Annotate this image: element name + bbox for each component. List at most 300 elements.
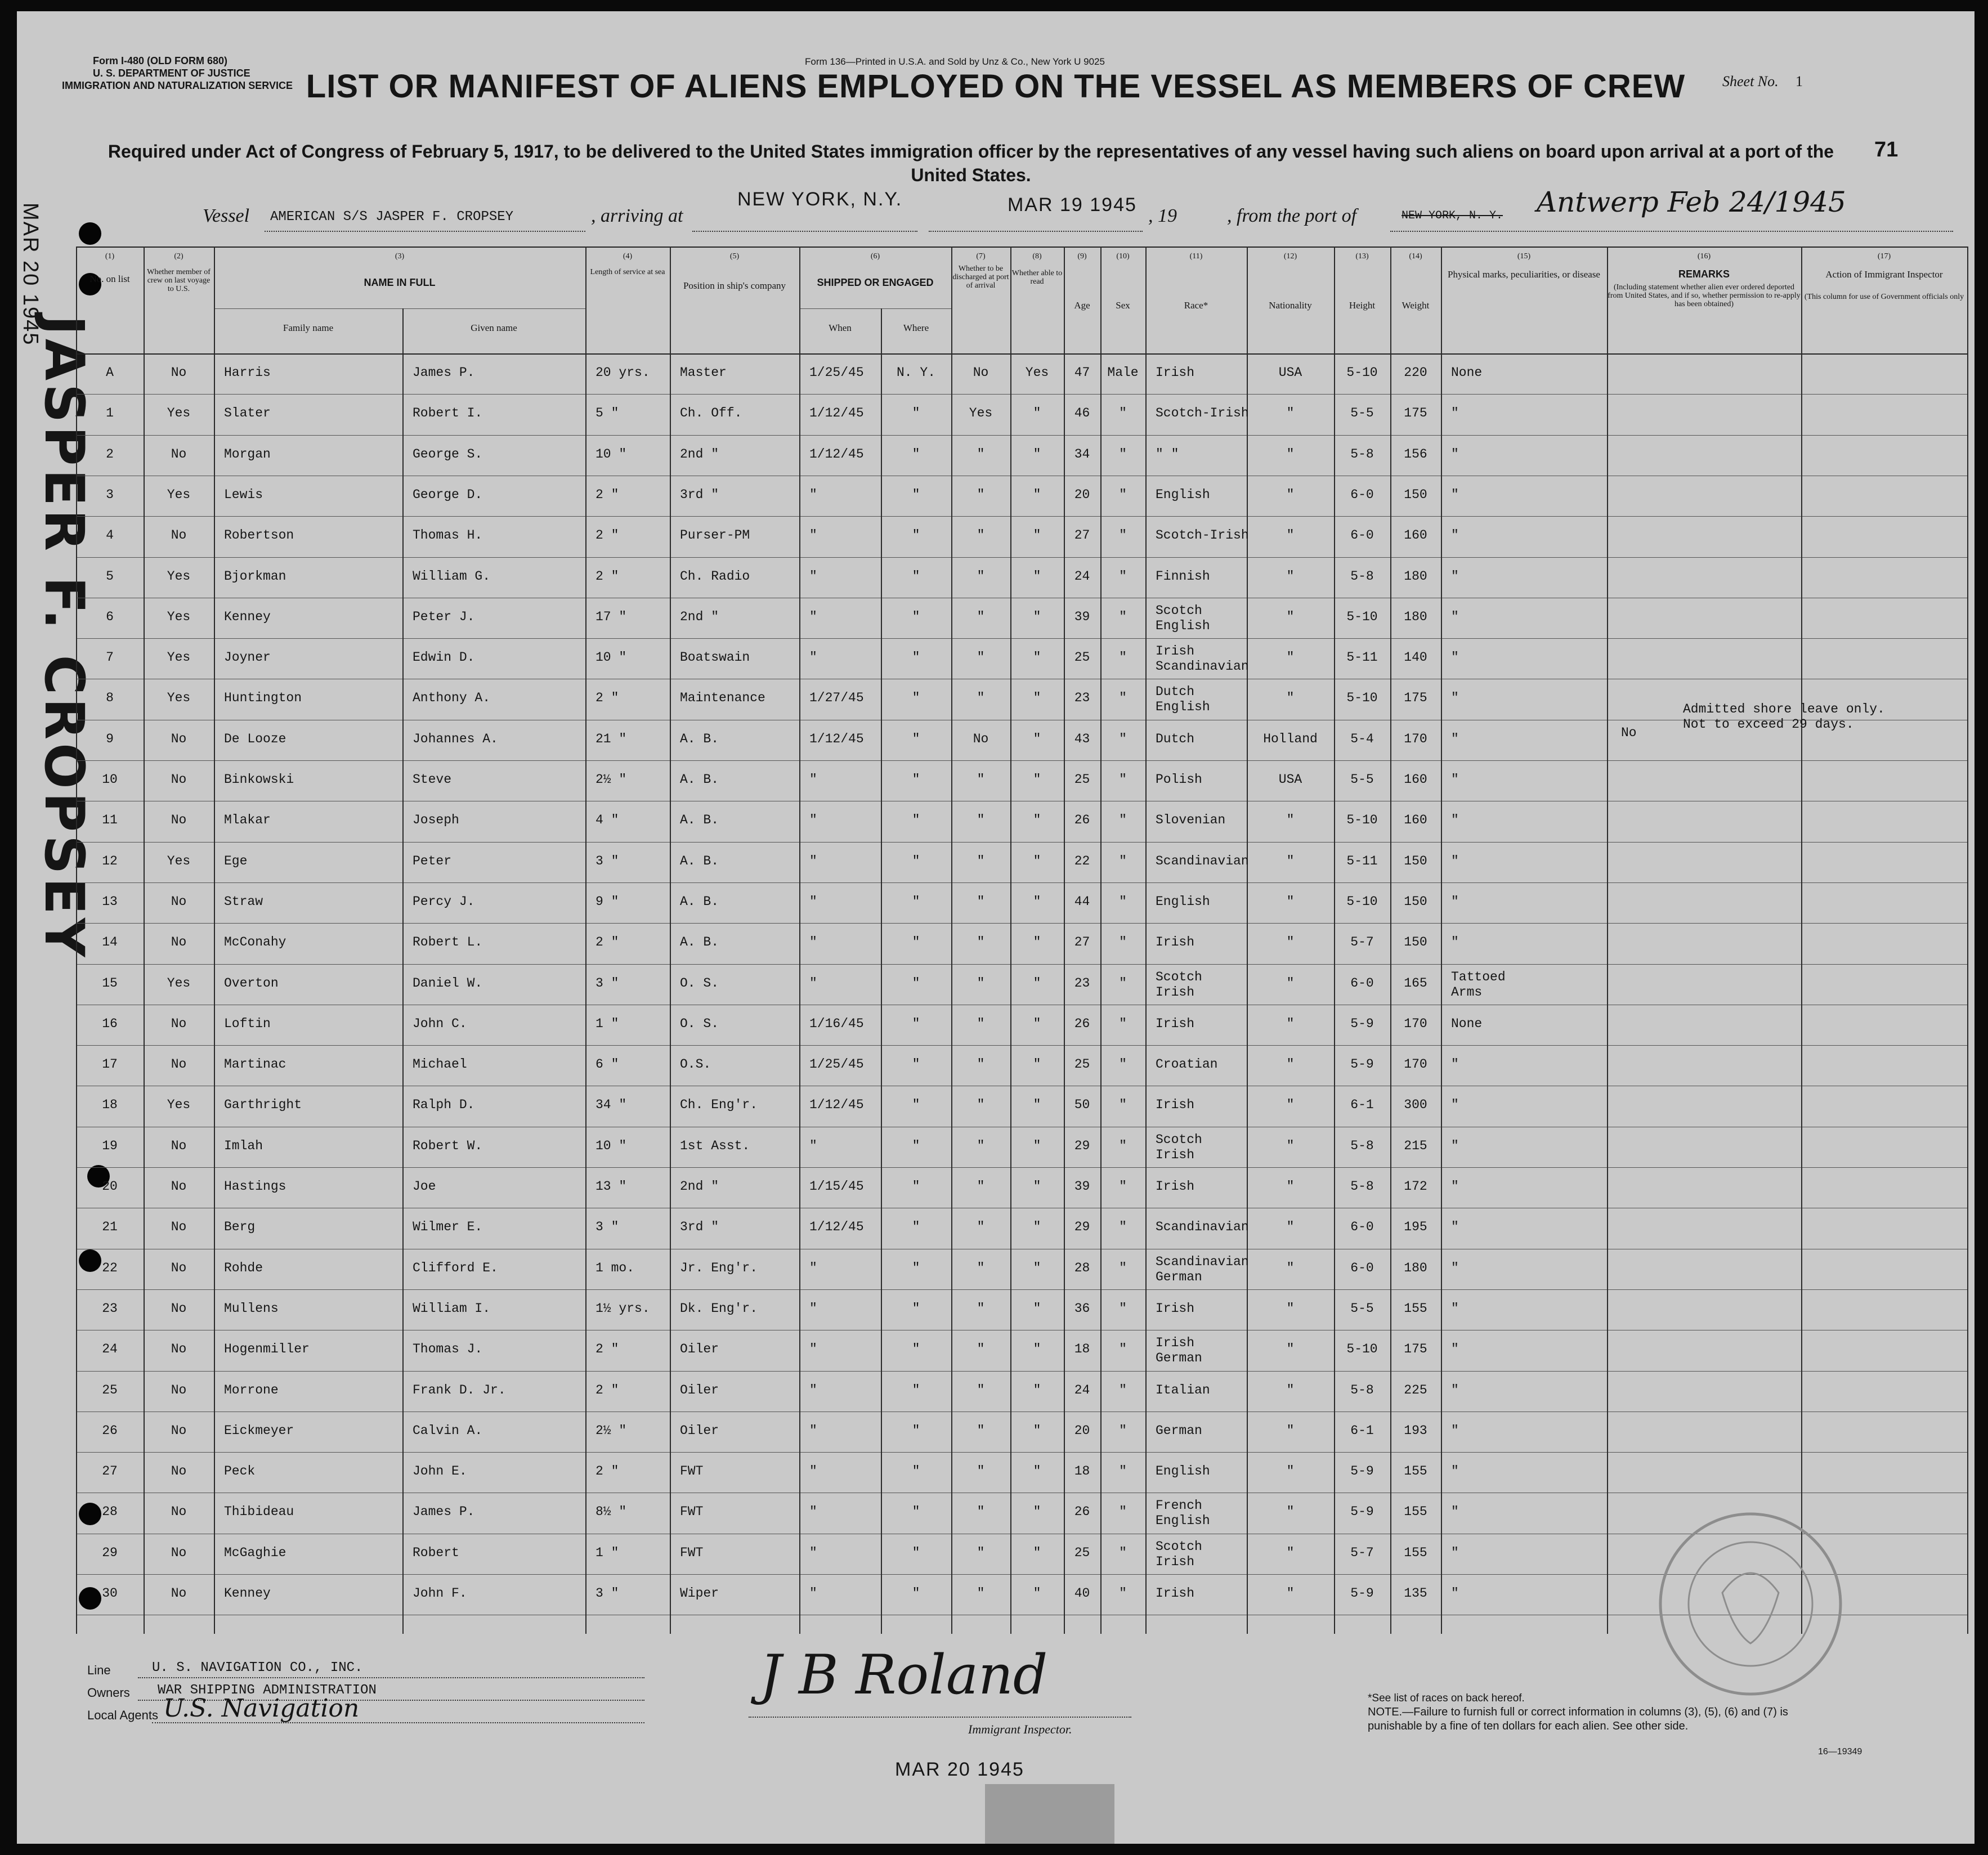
cell-age: 24	[1074, 1382, 1090, 1397]
cell-service: 21 "	[595, 731, 627, 746]
cell-family: Berg	[224, 1220, 256, 1235]
cell-physical: "	[1451, 1097, 1459, 1113]
cell-member: No	[171, 731, 187, 746]
cell-discharged: "	[977, 935, 985, 950]
cell-sex: "	[1119, 1260, 1127, 1275]
row-divider	[76, 1045, 1967, 1046]
cell-discharged: "	[977, 1220, 985, 1235]
cell-nationality: "	[1286, 1057, 1295, 1072]
cell-where: "	[912, 1382, 920, 1397]
cell-race: Irish	[1156, 1301, 1195, 1316]
cell-race: Finnish	[1156, 568, 1210, 584]
header-race: Race*	[1184, 300, 1208, 311]
cell-member: No	[171, 935, 187, 950]
cell-where: "	[912, 1342, 920, 1357]
cell-height: 5-8	[1350, 568, 1374, 584]
cell-given: Joe	[413, 1179, 436, 1194]
cell-weight: 195	[1404, 1220, 1427, 1235]
cell-read: "	[1033, 1179, 1041, 1194]
cell-race: Irish Scandinavian	[1156, 644, 1249, 674]
cell-read: "	[1033, 772, 1041, 787]
cell-height: 5-10	[1346, 894, 1378, 909]
cell-physical: "	[1451, 650, 1459, 665]
cell-given: Peter	[413, 853, 452, 868]
cell-age: 18	[1074, 1342, 1090, 1357]
cell-no: 8	[106, 691, 114, 706]
cell-read: "	[1033, 609, 1041, 624]
cell-service: 5 "	[595, 406, 619, 421]
cell-age: 36	[1074, 1301, 1090, 1316]
cell-race: Scotch Irish	[1156, 969, 1202, 1000]
cell-given: Steve	[413, 772, 452, 787]
cell-family: Overton	[224, 975, 279, 991]
cell-height: 5-8	[1350, 1179, 1374, 1194]
cell-service: 1 "	[595, 1016, 619, 1031]
column-divider	[214, 247, 215, 1634]
cell-weight: 175	[1404, 406, 1427, 421]
column-divider	[1967, 247, 1968, 1634]
cell-read: "	[1033, 894, 1041, 909]
cell-sex: "	[1119, 975, 1127, 991]
cell-given: Thomas H.	[413, 528, 483, 543]
cell-service: 3 "	[595, 1220, 619, 1235]
cell-read: "	[1033, 691, 1041, 706]
cell-height: 6-0	[1350, 975, 1374, 991]
cell-age: 43	[1074, 731, 1090, 746]
cell-service: 4 "	[595, 813, 619, 828]
column-number: (15)	[1517, 252, 1531, 261]
cell-read: "	[1033, 487, 1041, 502]
cell-height: 5-9	[1350, 1464, 1374, 1479]
cell-height: 5-9	[1350, 1057, 1374, 1072]
cell-where: "	[912, 528, 920, 543]
cell-no: 18	[102, 1097, 118, 1113]
cell-position: FWT	[680, 1464, 704, 1479]
cell-age: 22	[1074, 853, 1090, 868]
owners-label: Owners	[87, 1686, 130, 1700]
cell-when: 1/27/45	[809, 691, 864, 706]
cell-height: 5-5	[1350, 1301, 1374, 1316]
cell-race: Scotch Irish	[1156, 1132, 1202, 1162]
cell-sex: "	[1119, 568, 1127, 584]
cell-member: No	[171, 1545, 187, 1560]
cell-family: McConahy	[224, 935, 286, 950]
cell-when: "	[809, 1423, 817, 1438]
cell-age: 25	[1074, 1545, 1090, 1560]
cell-given: John C.	[413, 1016, 467, 1031]
cell-physical: "	[1451, 1138, 1459, 1153]
cell-discharged: Yes	[969, 406, 993, 421]
header-discharged: Whether to be discharged at port of arrival	[952, 265, 1009, 290]
cell-when: "	[809, 1138, 817, 1153]
cell-age: 46	[1074, 406, 1090, 421]
cell-read: "	[1033, 813, 1041, 828]
cell-weight: 180	[1404, 568, 1427, 584]
header-action-sub: (This column for use of Government officials only	[1804, 293, 1964, 301]
cell-height: 5-10	[1346, 1342, 1378, 1357]
cell-discharged: "	[977, 1179, 985, 1194]
cell-when: 1/12/45	[809, 446, 864, 461]
cell-race: Irish German	[1156, 1336, 1202, 1366]
cell-height: 5-5	[1350, 772, 1374, 787]
cell-member: No	[171, 446, 187, 461]
cell-family: Mullens	[224, 1301, 279, 1316]
from-port-label: , from the port of	[1227, 205, 1357, 226]
column-number: (16)	[1697, 252, 1711, 261]
cell-position: Ch. Eng'r.	[680, 1097, 758, 1113]
sheet-number: 1	[1796, 73, 1803, 89]
cell-position: FWT	[680, 1545, 704, 1560]
cell-position: Oiler	[680, 1342, 719, 1357]
cell-given: Thomas J.	[413, 1342, 483, 1357]
header-action: Action of Immigrant Inspector	[1825, 269, 1943, 280]
header-where: Where	[903, 322, 929, 333]
cell-height: 5-8	[1350, 1382, 1374, 1397]
row-divider	[76, 394, 1967, 395]
cell-no: 25	[102, 1382, 118, 1397]
header-no-on-list: No. on list	[89, 274, 130, 284]
cell-physical: "	[1451, 568, 1459, 584]
cell-member: No	[171, 1586, 187, 1601]
cell-where: "	[912, 1260, 920, 1275]
cell-read: "	[1033, 1301, 1041, 1316]
cell-where: "	[912, 487, 920, 502]
cell-no: 12	[102, 853, 118, 868]
cell-read: "	[1033, 528, 1041, 543]
cell-read: "	[1033, 1586, 1041, 1601]
cell-where: "	[912, 650, 920, 665]
row-divider	[76, 1167, 1967, 1168]
cell-when: "	[809, 528, 817, 543]
vessel-name: AMERICAN S/S JASPER F. CROPSEY	[270, 209, 514, 225]
cell-race: Irish	[1156, 1586, 1195, 1601]
cell-race: Scotch English	[1156, 603, 1210, 633]
cell-no: 11	[102, 813, 118, 828]
cell-age: 39	[1074, 1179, 1090, 1194]
cell-age: 26	[1074, 813, 1090, 828]
cell-weight: 220	[1404, 365, 1427, 380]
row-divider	[76, 760, 1967, 761]
cell-age: 20	[1074, 487, 1090, 502]
cell-discharged: "	[977, 772, 985, 787]
cell-where: "	[912, 1016, 920, 1031]
manifest-document	[17, 11, 1974, 1844]
cell-member: No	[171, 1220, 187, 1235]
column-number: (1)	[105, 252, 115, 261]
row-divider	[76, 1371, 1967, 1372]
column-number: (4)	[623, 252, 633, 261]
cell-position: Oiler	[680, 1423, 719, 1438]
cell-sex: "	[1119, 487, 1127, 502]
cell-where: N. Y.	[896, 365, 935, 380]
cell-race: Irish	[1156, 1097, 1195, 1113]
cell-family: Morgan	[224, 446, 271, 461]
header-position: Position in ship's company	[683, 280, 786, 291]
cell-no: 17	[102, 1057, 118, 1072]
cell-service: 13 "	[595, 1179, 627, 1194]
cell-no: 13	[102, 894, 118, 909]
cell-service: 8½ "	[595, 1504, 627, 1520]
cell-physical: "	[1451, 1586, 1459, 1601]
service-name: IMMIGRATION AND NATURALIZATION SERVICE	[62, 80, 293, 91]
cell-sex: "	[1119, 446, 1127, 461]
cell-position: Purser-PM	[680, 528, 750, 543]
cell-family: Kenney	[224, 1586, 271, 1601]
cell-weight: 155	[1404, 1545, 1427, 1560]
cell-weight: 155	[1404, 1504, 1427, 1520]
cell-given: Robert L.	[413, 935, 483, 950]
cell-service: 2 "	[595, 487, 619, 502]
cell-nationality: "	[1286, 609, 1295, 624]
header-weight: Weight	[1402, 300, 1430, 311]
cell-physical: "	[1451, 935, 1459, 950]
cell-given: William I.	[413, 1301, 491, 1316]
cell-discharged: "	[977, 1423, 985, 1438]
cell-position: 2nd "	[680, 1179, 719, 1194]
cell-height: 6-0	[1350, 1220, 1374, 1235]
cell-family: Harris	[224, 365, 271, 380]
owners-value: WAR SHIPPING ADMINISTRATION	[158, 1683, 377, 1698]
cell-family: De Looze	[224, 731, 286, 746]
column-number: (14)	[1409, 252, 1422, 261]
cell-sex: "	[1119, 1423, 1127, 1438]
cell-read: "	[1033, 1504, 1041, 1520]
line-label: Line	[87, 1663, 111, 1677]
races-note: *See list of races on back hereof.	[1368, 1692, 1525, 1704]
cell-read: "	[1033, 935, 1041, 950]
cell-race: English	[1156, 1464, 1210, 1479]
cell-no: 5	[106, 568, 114, 584]
cell-position: Jr. Eng'r.	[680, 1260, 758, 1275]
agents-value: U.S. Navigation	[163, 1694, 360, 1723]
row-divider	[76, 247, 1967, 248]
cell-physical: "	[1451, 1464, 1459, 1479]
cell-nationality: "	[1286, 446, 1295, 461]
cell-discharged: "	[977, 568, 985, 584]
form-code: 16—19349	[1818, 1747, 1862, 1757]
cell-discharged: "	[977, 691, 985, 706]
row9-remark-line1: Admitted shore leave only.	[1683, 702, 1885, 716]
column-divider	[585, 247, 586, 1634]
header-age: Age	[1074, 300, 1090, 311]
cell-no: 20	[102, 1179, 118, 1194]
cell-sex: "	[1119, 853, 1127, 868]
cell-position: Master	[680, 365, 727, 380]
cell-service: 6 "	[595, 1057, 619, 1072]
cell-physical: "	[1451, 528, 1459, 543]
cell-when: 1/12/45	[809, 406, 864, 421]
cell-nationality: "	[1286, 1138, 1295, 1153]
cell-position: A. B.	[680, 772, 719, 787]
cell-given: John E.	[413, 1464, 467, 1479]
cell-service: 2 "	[595, 691, 619, 706]
cell-read: "	[1033, 1057, 1041, 1072]
cell-member: No	[171, 1464, 187, 1479]
cell-sex: "	[1119, 528, 1127, 543]
cell-nationality: "	[1286, 813, 1295, 828]
cell-height: 5-9	[1350, 1504, 1374, 1520]
cell-race: Irish	[1156, 365, 1195, 380]
cell-race: Italian	[1156, 1382, 1210, 1397]
cell-no: 26	[102, 1423, 118, 1438]
row-divider	[76, 638, 1967, 639]
cell-nationality: "	[1286, 894, 1295, 909]
cell-given: James P.	[413, 1504, 475, 1520]
cell-sex: "	[1119, 1342, 1127, 1357]
column-divider	[670, 247, 671, 1634]
cell-discharged: "	[977, 1138, 985, 1153]
cell-nationality: "	[1286, 528, 1295, 543]
header-whether-member: Whether member of crew on last voyage to U.S.	[147, 268, 211, 293]
cell-weight: 150	[1404, 487, 1427, 502]
column-divider	[1441, 247, 1442, 1634]
cell-where: "	[912, 1220, 920, 1235]
cell-nationality: "	[1286, 487, 1295, 502]
port-struck: NEW YORK, N. Y.	[1402, 209, 1503, 222]
cell-no: 1	[106, 406, 114, 421]
cell-height: 5-9	[1350, 1586, 1374, 1601]
cell-when: "	[809, 568, 817, 584]
side-date-stamp: MAR 20 1945	[19, 203, 42, 346]
cell-nationality: "	[1286, 406, 1295, 421]
cell-member: Yes	[167, 487, 191, 502]
cell-member: Yes	[167, 650, 191, 665]
seal-stamp	[1649, 1503, 1852, 1705]
cell-physical: "	[1451, 406, 1459, 421]
cell-age: 50	[1074, 1097, 1090, 1113]
cell-sex: "	[1119, 1504, 1127, 1520]
cell-weight: 156	[1404, 446, 1427, 461]
cell-given: Robert W.	[413, 1138, 483, 1153]
cell-service: 2 "	[595, 1382, 619, 1397]
column-number: (2)	[174, 252, 183, 261]
cell-given: Wilmer E.	[413, 1220, 483, 1235]
cell-family: Binkowski	[224, 772, 294, 787]
cell-family: Huntington	[224, 691, 302, 706]
header-family-name: Family name	[283, 322, 334, 333]
cell-member: No	[171, 365, 187, 380]
row-divider	[76, 516, 1967, 517]
cell-service: 34 "	[595, 1097, 627, 1113]
cell-member: No	[171, 1504, 187, 1520]
cell-when: "	[809, 609, 817, 624]
cell-physical: "	[1451, 772, 1459, 787]
cell-nationality: "	[1286, 1423, 1295, 1438]
header-name-in-full: NAME IN FULL	[364, 277, 436, 288]
cell-sex: "	[1119, 1057, 1127, 1072]
cell-race: Croatian	[1156, 1057, 1218, 1072]
cell-where: "	[912, 1057, 920, 1072]
cell-where: "	[912, 1586, 920, 1601]
cell-no: 15	[102, 975, 118, 991]
cell-when: "	[809, 1545, 817, 1560]
cell-race: Scotch Irish	[1156, 1539, 1202, 1569]
cell-weight: 180	[1404, 609, 1427, 624]
cell-position: O. S.	[680, 1016, 719, 1031]
cell-age: 26	[1074, 1016, 1090, 1031]
cell-height: 6-1	[1350, 1097, 1374, 1113]
cell-service: 1 "	[595, 1545, 619, 1560]
cell-service: 1½ yrs.	[595, 1301, 650, 1316]
cell-read: "	[1033, 568, 1041, 584]
cell-family: Martinac	[224, 1057, 286, 1072]
subheader-divider	[214, 308, 585, 309]
cell-family: Peck	[224, 1464, 256, 1479]
cell-read: "	[1033, 650, 1041, 665]
cell-height: 5-10	[1346, 609, 1378, 624]
document-title: LIST OR MANIFEST OF ALIENS EMPLOYED ON THE VESSEL AS MEMBERS OF CREW	[306, 68, 1686, 105]
cell-discharged: "	[977, 1097, 985, 1113]
cell-age: 25	[1074, 650, 1090, 665]
cell-discharged: "	[977, 1545, 985, 1560]
cell-where: "	[912, 935, 920, 950]
cell-service: 2 "	[595, 1464, 619, 1479]
cell-position: 1st Asst.	[680, 1138, 750, 1153]
crew-table	[76, 247, 1967, 1634]
cell-where: "	[912, 568, 920, 584]
cell-family: Loftin	[224, 1016, 271, 1031]
cell-position: O.S.	[680, 1057, 711, 1072]
cell-age: 23	[1074, 975, 1090, 991]
cell-discharged: No	[973, 365, 989, 380]
row-divider	[76, 842, 1967, 843]
cell-where: "	[912, 853, 920, 868]
cell-sex: "	[1119, 406, 1127, 421]
cell-sex: "	[1119, 1586, 1127, 1601]
cell-where: "	[912, 813, 920, 828]
cell-race: German	[1156, 1423, 1202, 1438]
cell-where: "	[912, 609, 920, 624]
header-physical: Physical marks, peculiarities, or disease	[1448, 269, 1600, 280]
cell-read: "	[1033, 1545, 1041, 1560]
cell-no: A	[106, 365, 114, 380]
cell-when: "	[809, 772, 817, 787]
cell-no: 2	[106, 446, 114, 461]
cell-where: "	[912, 1138, 920, 1153]
cell-age: 39	[1074, 609, 1090, 624]
cell-sex: "	[1119, 813, 1127, 828]
port-handwritten: Antwerp Feb 24/1945	[1537, 186, 1846, 218]
cell-given: Peter J.	[413, 609, 475, 624]
cell-where: "	[912, 1545, 920, 1560]
cell-member: Yes	[167, 975, 191, 991]
page-number: 71	[1874, 138, 1899, 162]
cell-given: Joseph	[413, 813, 459, 828]
cell-given: Johannes A.	[413, 731, 498, 746]
department: U. S. DEPARTMENT OF JUSTICE	[93, 68, 250, 79]
cell-physical: "	[1451, 1342, 1459, 1357]
cell-service: 10 "	[595, 446, 627, 461]
cell-given: George S.	[413, 446, 483, 461]
cell-position: 2nd "	[680, 609, 719, 624]
cell-nationality: USA	[1278, 772, 1302, 787]
cell-position: O. S.	[680, 975, 719, 991]
cell-family: Garthright	[224, 1097, 302, 1113]
cell-discharged: "	[977, 609, 985, 624]
column-number: (3)	[395, 252, 405, 261]
year-label: , 19	[1148, 205, 1177, 226]
form-number: Form I-480 (OLD FORM 680)	[93, 55, 228, 66]
cell-weight: 225	[1404, 1382, 1427, 1397]
cell-when: "	[809, 1586, 817, 1601]
header-given-name: Given name	[471, 322, 517, 333]
cell-sex: "	[1119, 1179, 1127, 1194]
cell-height: 5-11	[1346, 853, 1378, 868]
cell-sex: "	[1119, 1016, 1127, 1031]
cell-no: 24	[102, 1342, 118, 1357]
cell-where: "	[912, 1464, 920, 1479]
cell-no: 27	[102, 1464, 118, 1479]
